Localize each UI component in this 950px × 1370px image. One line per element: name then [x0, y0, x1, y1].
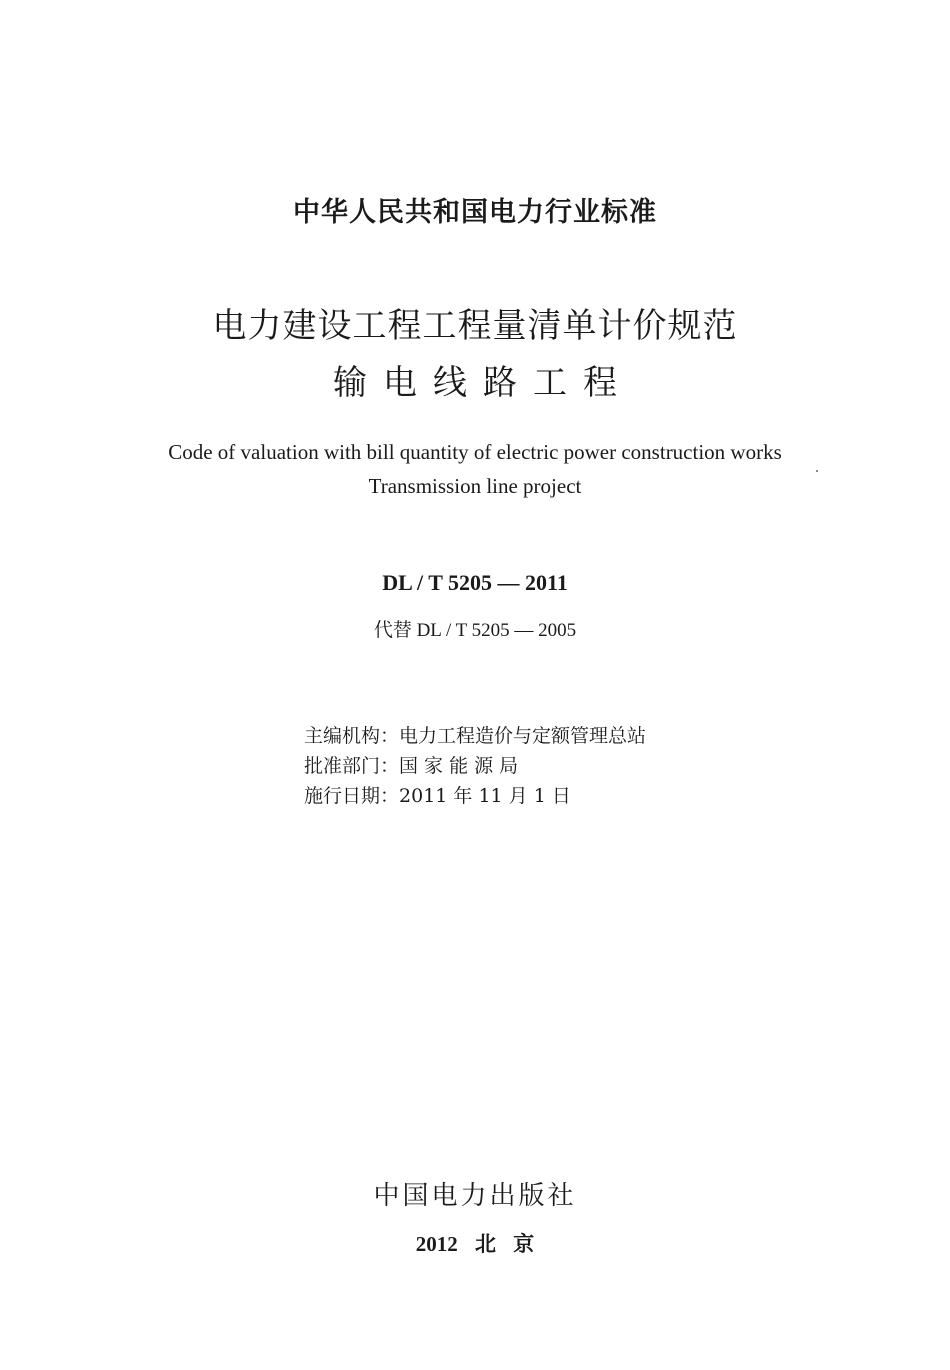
- editor-organization-row: [304, 721, 646, 748]
- date-value: 2011 年 11 月 1 日: [399, 785, 571, 807]
- scan-speck: [816, 470, 818, 472]
- document-subtitle: 输电线路工程: [333, 363, 633, 403]
- approver-value: 国 家 能 源 局: [399, 755, 519, 777]
- english-subtitle: Transmission line project: [368, 474, 582, 498]
- approval-department-row: [304, 751, 518, 778]
- standard-category: 中华人民共和国电力行业标准: [293, 197, 657, 228]
- approver-label: 批准部门：: [304, 755, 400, 777]
- english-title: Code of valuation with bill quantity of electric power construction works: [168, 440, 782, 464]
- editor-value: 电力工程造价与定额管理总站: [399, 725, 647, 747]
- effective-date-row: [304, 781, 571, 808]
- standard-code: DL / T 5205 — 2011: [382, 570, 568, 595]
- editor-label: 主编机构：: [304, 725, 400, 747]
- publication-place-year: 2012 北 京: [415, 1232, 535, 1256]
- document-title: 电力建设工程工程量清单计价规范: [212, 306, 738, 346]
- replaces-standard: 代替 DL / T 5205 — 2005: [373, 620, 577, 641]
- date-label: 施行日期：: [304, 785, 400, 807]
- publisher: 中国电力出版社: [373, 1181, 577, 1211]
